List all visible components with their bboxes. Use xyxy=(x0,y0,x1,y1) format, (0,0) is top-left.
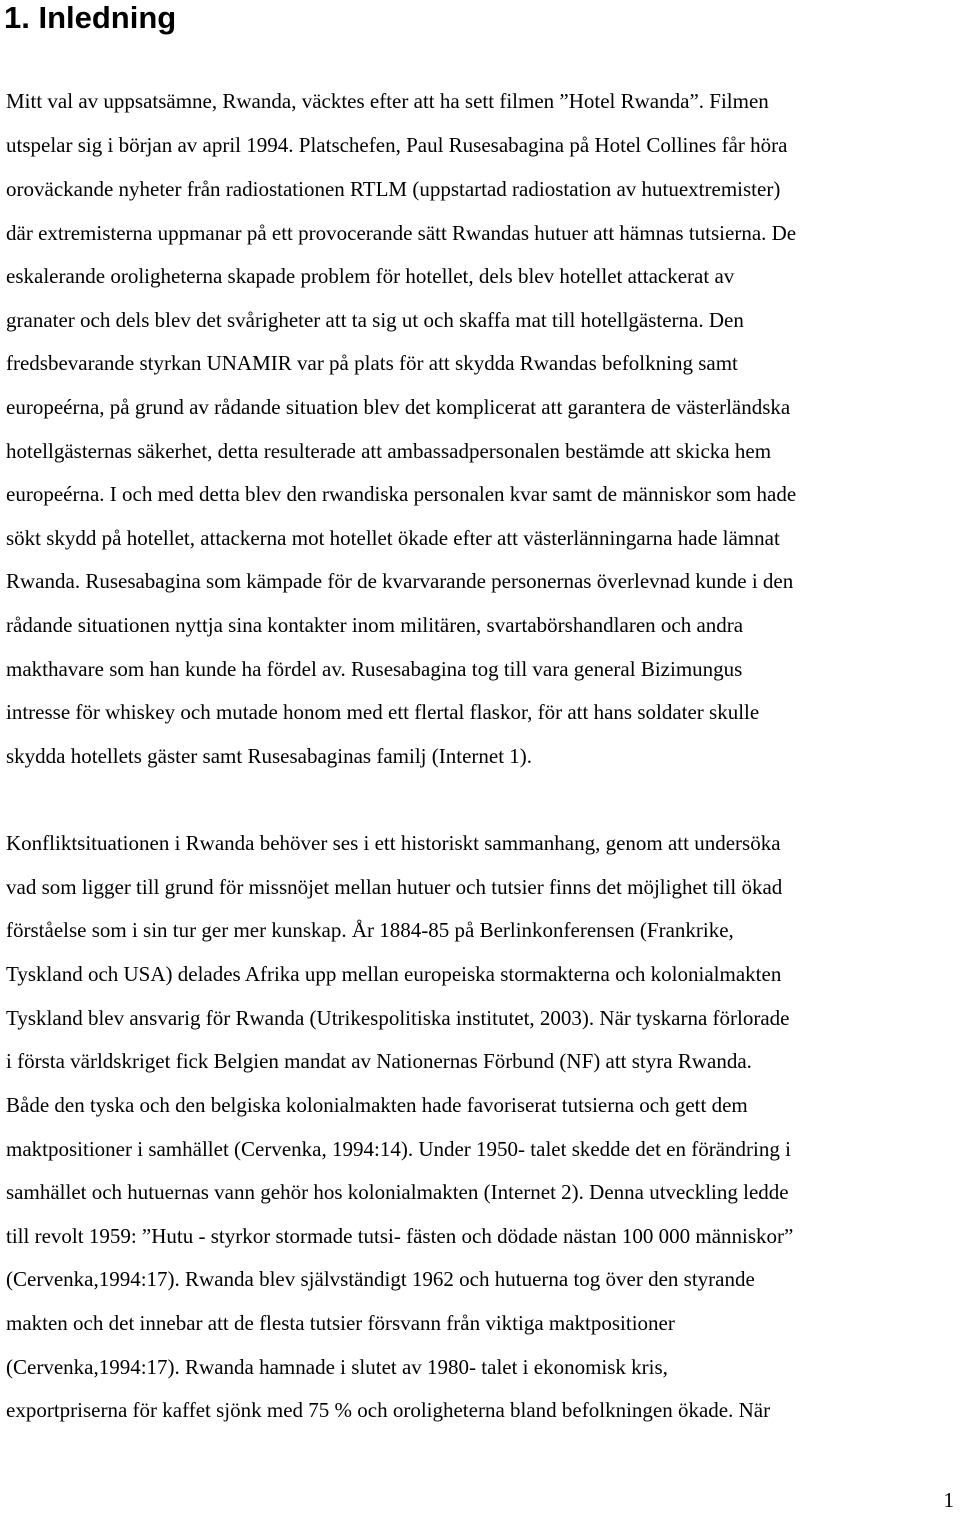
text-line: makten och det innebar att de flesta tutsier försvann från viktiga maktpositioner xyxy=(6,1311,675,1335)
text-line: exportpriserna för kaffet sjönk med 75 % och oroligheterna bland befolkningen ökade. När xyxy=(6,1398,771,1422)
text-line: Rwanda. Rusesabagina som kämpade för de kvarvarande personernas överlevnad kunde i den xyxy=(6,569,794,593)
text-line: fredsbevarande styrkan UNAMIR var på plats för att skydda Rwandas befolkning samt xyxy=(6,351,738,375)
text-line: Både den tyska och den belgiska kolonialmakten hade favoriserat tutsierna och gett dem xyxy=(6,1093,748,1117)
text-line: eskalerande oroligheterna skapade problem för hotellet, dels blev hotellet attackerat av xyxy=(6,264,735,288)
text-line: Mitt val av uppsatsämne, Rwanda, väcktes efter att ha sett filmen ”Hotel Rwanda”. Filmen xyxy=(6,89,769,113)
text-line: utspelar sig i början av april 1994. Platschefen, Paul Rusesabagina på Hotel Collines får höra xyxy=(6,133,788,157)
text-line: (Cervenka,1994:17). Rwanda hamnade i slutet av 1980- talet i ekonomisk kris, xyxy=(6,1355,668,1379)
text-line: Tyskland och USA) delades Afrika upp mellan europeiska stormakterna och kolonialmakten xyxy=(6,962,782,986)
text-line: europeérna. I och med detta blev den rwandiska personalen kvar samt de människor som hade xyxy=(6,482,797,506)
text-line: intresse för whiskey och mutade honom med ett flertal flaskor, för att hans soldater skulle xyxy=(6,700,760,724)
text-line: rådande situationen nyttja sina kontakter inom militären, svartabörshandlaren och andra xyxy=(6,613,744,637)
text-line: europeérna, på grund av rådande situation blev det komplicerat att garantera de västerländska xyxy=(6,395,791,419)
section-heading: 1. Inledning xyxy=(4,0,177,35)
text-line: (Cervenka,1994:17). Rwanda blev självständigt 1962 och hutuerna tog över den styrande xyxy=(6,1267,755,1291)
page-number: 1 xyxy=(943,1488,954,1512)
text-line: där extremisterna uppmanar på ett provocerande sätt Rwandas hutuer att hämnas tutsierna. De xyxy=(6,221,797,245)
text-line: förståelse som i sin tur ger mer kunskap. År 1884-85 på Berlinkonferensen (Frankrike, xyxy=(6,918,734,942)
text-line: sökt skydd på hotellet, attackerna mot hotellet ökade efter att västerlänningarna hade lämnat xyxy=(6,526,780,550)
text-line: hotellgästernas säkerhet, detta resulterade att ambassadpersonalen bestämde att skicka hem xyxy=(6,439,772,463)
text-line: Konfliktsituationen i Rwanda behöver ses i ett historiskt sammanhang, genom att undersöka xyxy=(6,831,781,855)
text-line: samhället och hutuernas vann gehör hos kolonialmakten (Internet 2). Denna utveckling ledde xyxy=(6,1180,789,1204)
text-line: granater och dels blev det svårigheter att ta sig ut och skaffa mat till hotellgästerna. Den xyxy=(6,308,744,332)
text-line: oroväckande nyheter från radiostationen RTLM (uppstartad radiostation av hutuextremister) xyxy=(6,177,781,201)
text-line: i första världskriget fick Belgien mandat av Nationernas Förbund (NF) att styra Rwanda. xyxy=(6,1049,752,1073)
text-line: maktpositioner i samhället (Cervenka, 1994:14). Under 1950- talet skedde det en förändring i xyxy=(6,1137,791,1161)
text-line: makthavare som han kunde ha fördel av. Rusesabagina tog till vara general Bizimungus xyxy=(6,657,743,681)
text-line: skydda hotellets gäster samt Rusesabaginas familj (Internet 1). xyxy=(6,744,533,768)
text-line: till revolt 1959: ”Hutu - styrkor stormade tutsi- fästen och dödade nästan 100 000 människor” xyxy=(6,1224,794,1248)
text-line: vad som ligger till grund för missnöjet mellan hutuer och tutsier finns det möjlighet till ökad xyxy=(6,875,783,899)
text-line: Tyskland blev ansvarig för Rwanda (Utrikespolitiska institutet, 2003). När tyskarna förlorade xyxy=(6,1006,790,1030)
